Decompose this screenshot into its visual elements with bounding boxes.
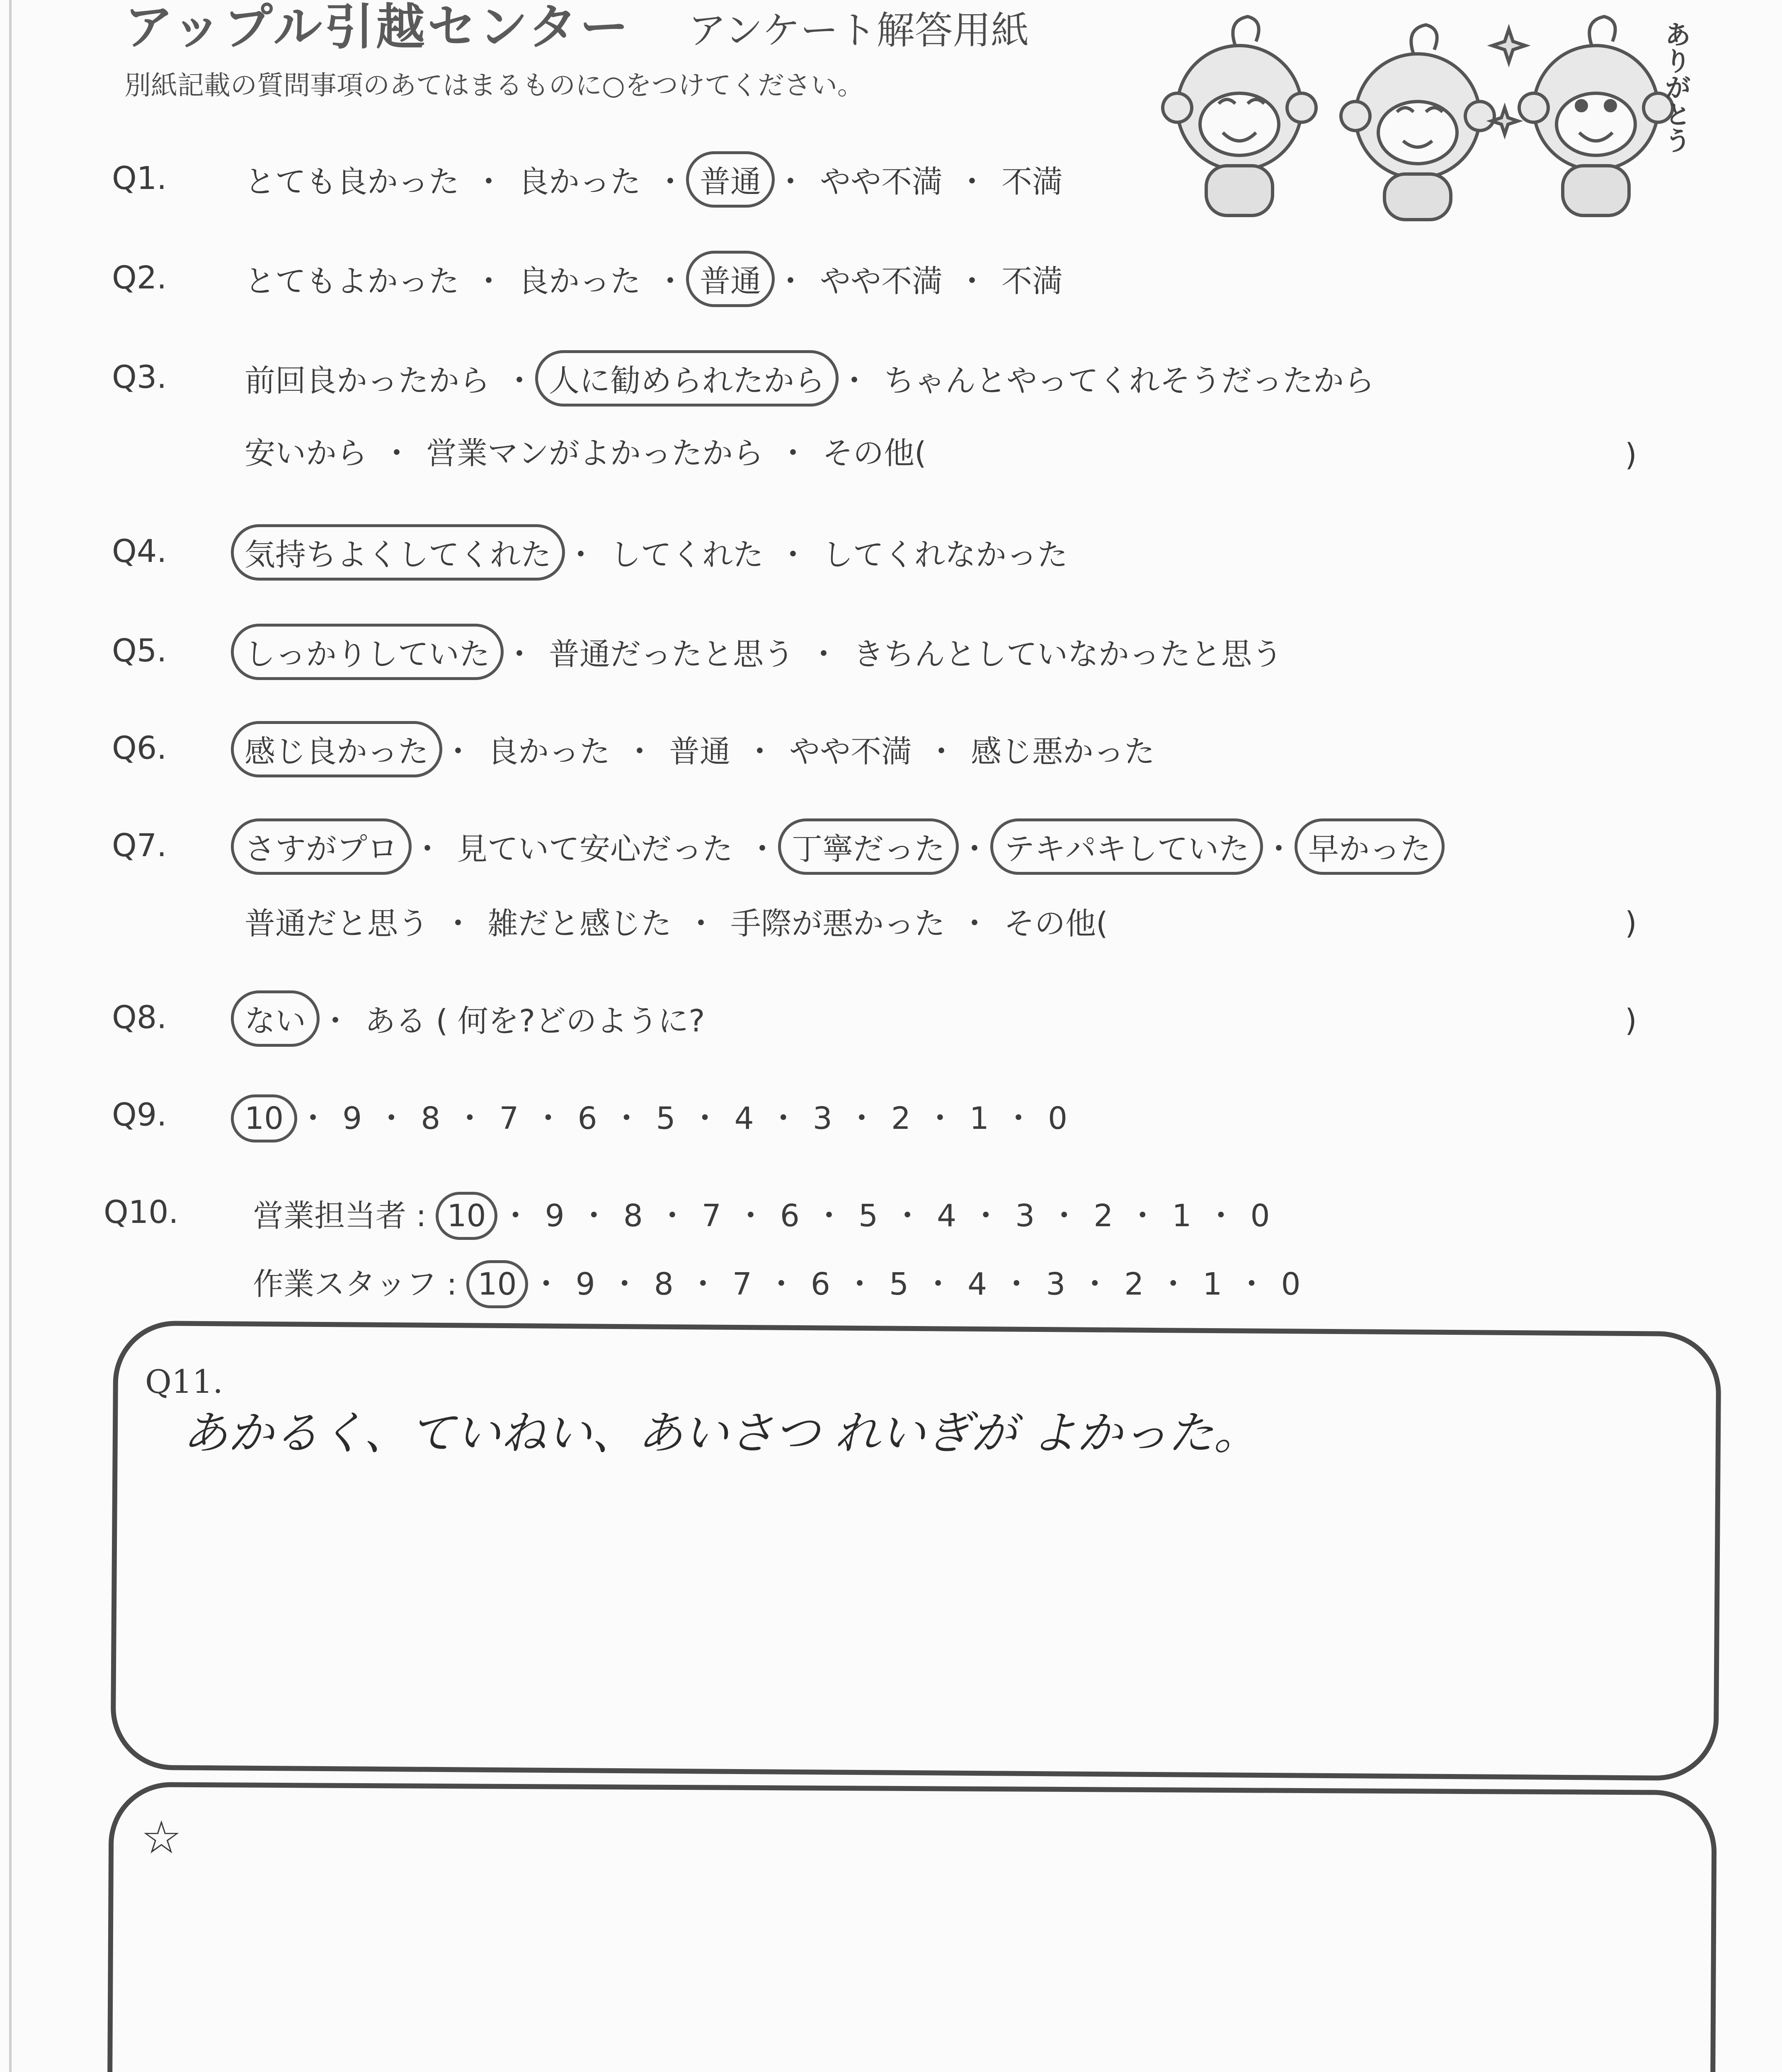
separator-dot: ・ <box>839 363 870 399</box>
question-1-options-row <box>245 157 1063 201</box>
q8-close-paren: ) <box>1625 1003 1637 1038</box>
question-2-options-row <box>245 257 1063 301</box>
answer-option-circled[interactable]: 10 <box>231 1094 297 1143</box>
score-option[interactable]: 7 <box>701 1198 721 1234</box>
separator-dot: ・ <box>1158 1266 1189 1302</box>
score-option[interactable]: 0 <box>1250 1198 1270 1234</box>
answer-option[interactable]: 雑だと感じた <box>487 906 672 942</box>
separator-dot: ・ <box>744 734 775 770</box>
score-option[interactable]: 4 <box>967 1266 987 1302</box>
question-number-7: Q7. <box>112 827 167 864</box>
question-number-10: Q10. <box>104 1193 179 1230</box>
mascot-illustration <box>1148 8 1695 224</box>
separator-dot: ・ <box>533 1101 564 1136</box>
answer-option[interactable]: 不満 <box>1001 264 1063 299</box>
score-option[interactable]: 3 <box>1015 1198 1035 1234</box>
instruction-text: 別紙記載の質問事項のあてはまるものに○をつけてください。 <box>124 70 864 101</box>
separator-dot: ・ <box>768 1101 799 1136</box>
separator-dot: ・ <box>504 363 535 399</box>
score-option[interactable]: 9 <box>545 1198 565 1234</box>
score-option[interactable]: 8 <box>623 1198 643 1234</box>
answer-option[interactable]: 安いから <box>245 436 367 471</box>
q10-row-label: 作業スタッフ : <box>253 1266 457 1302</box>
separator-dot: ・ <box>892 1198 923 1234</box>
score-option[interactable]: 5 <box>889 1266 909 1302</box>
score-option[interactable]: 6 <box>780 1198 800 1234</box>
scan-edge <box>9 0 12 2072</box>
separator-dot: ・ <box>775 264 806 299</box>
score-option-circled[interactable]: 10 <box>466 1260 528 1308</box>
answer-option[interactable]: 普通 <box>669 734 730 770</box>
answer-option[interactable]: 良かった <box>518 164 641 200</box>
separator-dot: ・ <box>735 1198 766 1234</box>
answer-option[interactable]: きちんとしていなかったと思う <box>853 637 1283 672</box>
separator-dot: ・ <box>624 734 655 770</box>
separator-dot: ・ <box>412 831 443 867</box>
answer-option-circled[interactable]: さすがプロ <box>231 818 412 875</box>
separator-dot: ・ <box>766 1266 797 1302</box>
answer-option[interactable]: 普通だったと思う <box>549 637 794 672</box>
page-subtitle: アンケート解答用紙 <box>688 8 1029 53</box>
answer-option[interactable]: してくれなかった <box>822 537 1068 573</box>
separator-dot: ・ <box>443 734 473 770</box>
separator-dot: ・ <box>504 637 535 672</box>
separator-dot: ・ <box>320 1003 351 1039</box>
answer-option[interactable]: 9 <box>342 1101 362 1136</box>
answer-option[interactable]: ある ( 何を?どのように? <box>365 1003 705 1039</box>
separator-dot: ・ <box>689 1101 720 1136</box>
answer-option[interactable]: 7 <box>499 1101 519 1136</box>
answer-option[interactable]: やや不満 <box>820 264 943 299</box>
question-number-5: Q5. <box>112 632 167 669</box>
score-option-circled[interactable]: 10 <box>436 1192 497 1240</box>
separator-dot: ・ <box>473 164 504 200</box>
separator-dot: ・ <box>454 1101 485 1136</box>
answer-option[interactable]: 8 <box>421 1101 441 1136</box>
answer-option[interactable]: 前回良かったから <box>245 363 490 399</box>
answer-option[interactable]: とてもよかった <box>245 264 459 299</box>
separator-dot: ・ <box>775 164 806 200</box>
answer-option[interactable]: その他( <box>1004 906 1108 942</box>
separator-dot: ・ <box>1236 1266 1267 1302</box>
answer-option-circled[interactable]: しっかりしていた <box>231 624 504 680</box>
score-option[interactable]: 2 <box>1093 1198 1113 1234</box>
answer-option-circled[interactable]: 丁寧だった <box>778 818 959 875</box>
separator-dot: ・ <box>578 1198 609 1234</box>
separator-dot: ・ <box>443 906 473 942</box>
mascot-caption: ありがとう <box>1660 21 1691 153</box>
separator-dot: ・ <box>1263 831 1294 867</box>
answer-option-circled[interactable]: 早かった <box>1295 818 1445 875</box>
separator-dot: ・ <box>923 1266 954 1302</box>
score-option[interactable]: 5 <box>858 1198 878 1234</box>
separator-dot: ・ <box>686 906 716 942</box>
q10-row-1 <box>253 1191 1270 1235</box>
question-6-options-row <box>245 727 1155 771</box>
answer-option[interactable]: 1 <box>969 1101 989 1136</box>
answer-option-circled[interactable]: ない <box>231 990 320 1047</box>
separator-dot: ・ <box>376 1101 407 1136</box>
q11-handwritten-comment: あかるく、ていねい、あいさつ れいぎが よかった。 <box>182 1406 1259 1460</box>
separator-dot: ・ <box>846 1101 877 1136</box>
q7-close-paren: ) <box>1625 905 1637 941</box>
score-option[interactable]: 2 <box>1124 1266 1144 1302</box>
answer-option[interactable]: 見ていて安心だった <box>457 831 733 867</box>
question-7-options-row <box>245 899 1108 943</box>
answer-option[interactable]: 感じ悪かった <box>971 734 1155 770</box>
separator-dot: ・ <box>1049 1198 1080 1234</box>
question-5-options-row <box>245 630 1283 674</box>
separator-dot: ・ <box>687 1266 718 1302</box>
answer-option[interactable]: 4 <box>734 1101 754 1136</box>
answer-option-circled[interactable]: 普通 <box>686 151 775 208</box>
separator-dot: ・ <box>1079 1266 1110 1302</box>
answer-option[interactable]: 2 <box>891 1101 911 1136</box>
score-option[interactable]: 7 <box>732 1266 752 1302</box>
answer-option-circled[interactable]: 感じ良かった <box>231 721 442 777</box>
answer-option-circled[interactable]: 人に勧められたから <box>535 350 839 407</box>
separator-dot: ・ <box>814 1198 845 1234</box>
answer-option[interactable]: 営業マンがよかったから <box>426 436 764 471</box>
answer-option[interactable]: 良かった <box>518 264 641 299</box>
mascot-1 <box>1163 17 1316 215</box>
separator-dot: ・ <box>924 1101 955 1136</box>
mascot-3 <box>1519 17 1673 215</box>
q11-label: Q11. <box>145 1363 223 1401</box>
answer-option[interactable]: してくれた <box>610 537 764 573</box>
score-option[interactable]: 0 <box>1281 1266 1301 1302</box>
q11-comment-box[interactable] <box>110 1320 1721 1781</box>
question-4-options-row <box>245 530 1068 574</box>
separator-dot: ・ <box>957 164 987 200</box>
score-option[interactable]: 3 <box>1046 1266 1066 1302</box>
separator-dot: ・ <box>565 537 596 573</box>
answer-option[interactable]: その他( <box>822 436 926 471</box>
answer-option[interactable]: やや不満 <box>820 164 943 200</box>
separator-dot: ・ <box>298 1101 329 1136</box>
question-number-1: Q1. <box>112 160 167 196</box>
separator-dot: ・ <box>1003 1101 1034 1136</box>
answer-option-circled[interactable]: 普通 <box>686 251 775 307</box>
question-number-6: Q6. <box>112 729 167 766</box>
question-3-options-row <box>245 429 926 473</box>
separator-dot: ・ <box>778 436 808 471</box>
answer-option-circled[interactable]: 気持ちよくしてくれた <box>231 524 565 581</box>
separator-dot: ・ <box>531 1266 562 1302</box>
mascot-2 <box>1341 25 1494 220</box>
separator-dot: ・ <box>611 1101 642 1136</box>
separator-dot: ・ <box>778 537 808 573</box>
q10-row-2 <box>253 1260 1301 1304</box>
answer-option[interactable]: とても良かった <box>245 164 459 200</box>
answer-option[interactable]: 3 <box>812 1101 832 1136</box>
question-number-9: Q9. <box>112 1096 167 1133</box>
answer-option-circled[interactable]: テキパキしていた <box>990 818 1263 875</box>
question-3-options-row <box>245 356 1375 400</box>
answer-option[interactable]: 5 <box>656 1101 676 1136</box>
separator-dot: ・ <box>655 164 686 200</box>
separator-dot: ・ <box>957 264 987 299</box>
score-option[interactable]: 1 <box>1172 1198 1192 1234</box>
page-title: アップル引越センター <box>124 0 631 56</box>
separator-dot: ・ <box>657 1198 688 1234</box>
answer-option[interactable]: 普通だと思う <box>245 906 429 942</box>
score-option[interactable]: 6 <box>810 1266 831 1302</box>
score-option[interactable]: 9 <box>575 1266 595 1302</box>
separator-dot: ・ <box>970 1198 1001 1234</box>
separator-dot: ・ <box>959 906 990 942</box>
separator-dot: ・ <box>926 734 957 770</box>
question-8-options-row <box>245 997 705 1041</box>
answer-option[interactable]: 0 <box>1048 1101 1068 1136</box>
separator-dot: ・ <box>844 1266 875 1302</box>
free-comment-box[interactable] <box>107 1782 1717 2072</box>
question-7-options-row <box>245 825 1431 869</box>
separator-dot: ・ <box>655 264 686 299</box>
q3-close-paren: ) <box>1625 437 1637 473</box>
answer-option[interactable]: 手際が悪かった <box>730 906 945 942</box>
separator-dot: ・ <box>500 1198 531 1234</box>
star-icon: ☆ <box>141 1811 182 1864</box>
question-number-2: Q2. <box>112 259 167 296</box>
separator-dot: ・ <box>1205 1198 1236 1234</box>
question-9-options-row <box>245 1094 1067 1138</box>
question-number-4: Q4. <box>112 533 167 569</box>
separator-dot: ・ <box>808 637 839 672</box>
question-number-3: Q3. <box>112 358 167 395</box>
q10-row-label: 営業担当者 : <box>253 1198 427 1234</box>
separator-dot: ・ <box>609 1266 640 1302</box>
separator-dot: ・ <box>473 264 504 299</box>
separator-dot: ・ <box>381 436 412 471</box>
separator-dot: ・ <box>959 831 990 867</box>
separator-dot: ・ <box>747 831 778 867</box>
answer-option[interactable]: 6 <box>577 1101 597 1136</box>
answer-option[interactable]: 良かった <box>487 734 610 770</box>
answer-option[interactable]: やや不満 <box>789 734 912 770</box>
question-number-8: Q8. <box>112 999 167 1036</box>
answer-option[interactable]: 不満 <box>1001 164 1063 200</box>
answer-option[interactable]: ちゃんとやってくれそうだったから <box>884 363 1375 399</box>
score-option[interactable]: 8 <box>654 1266 674 1302</box>
score-option[interactable]: 4 <box>937 1198 957 1234</box>
separator-dot: ・ <box>1001 1266 1032 1302</box>
score-option[interactable]: 1 <box>1203 1266 1222 1302</box>
separator-dot: ・ <box>1127 1198 1158 1234</box>
